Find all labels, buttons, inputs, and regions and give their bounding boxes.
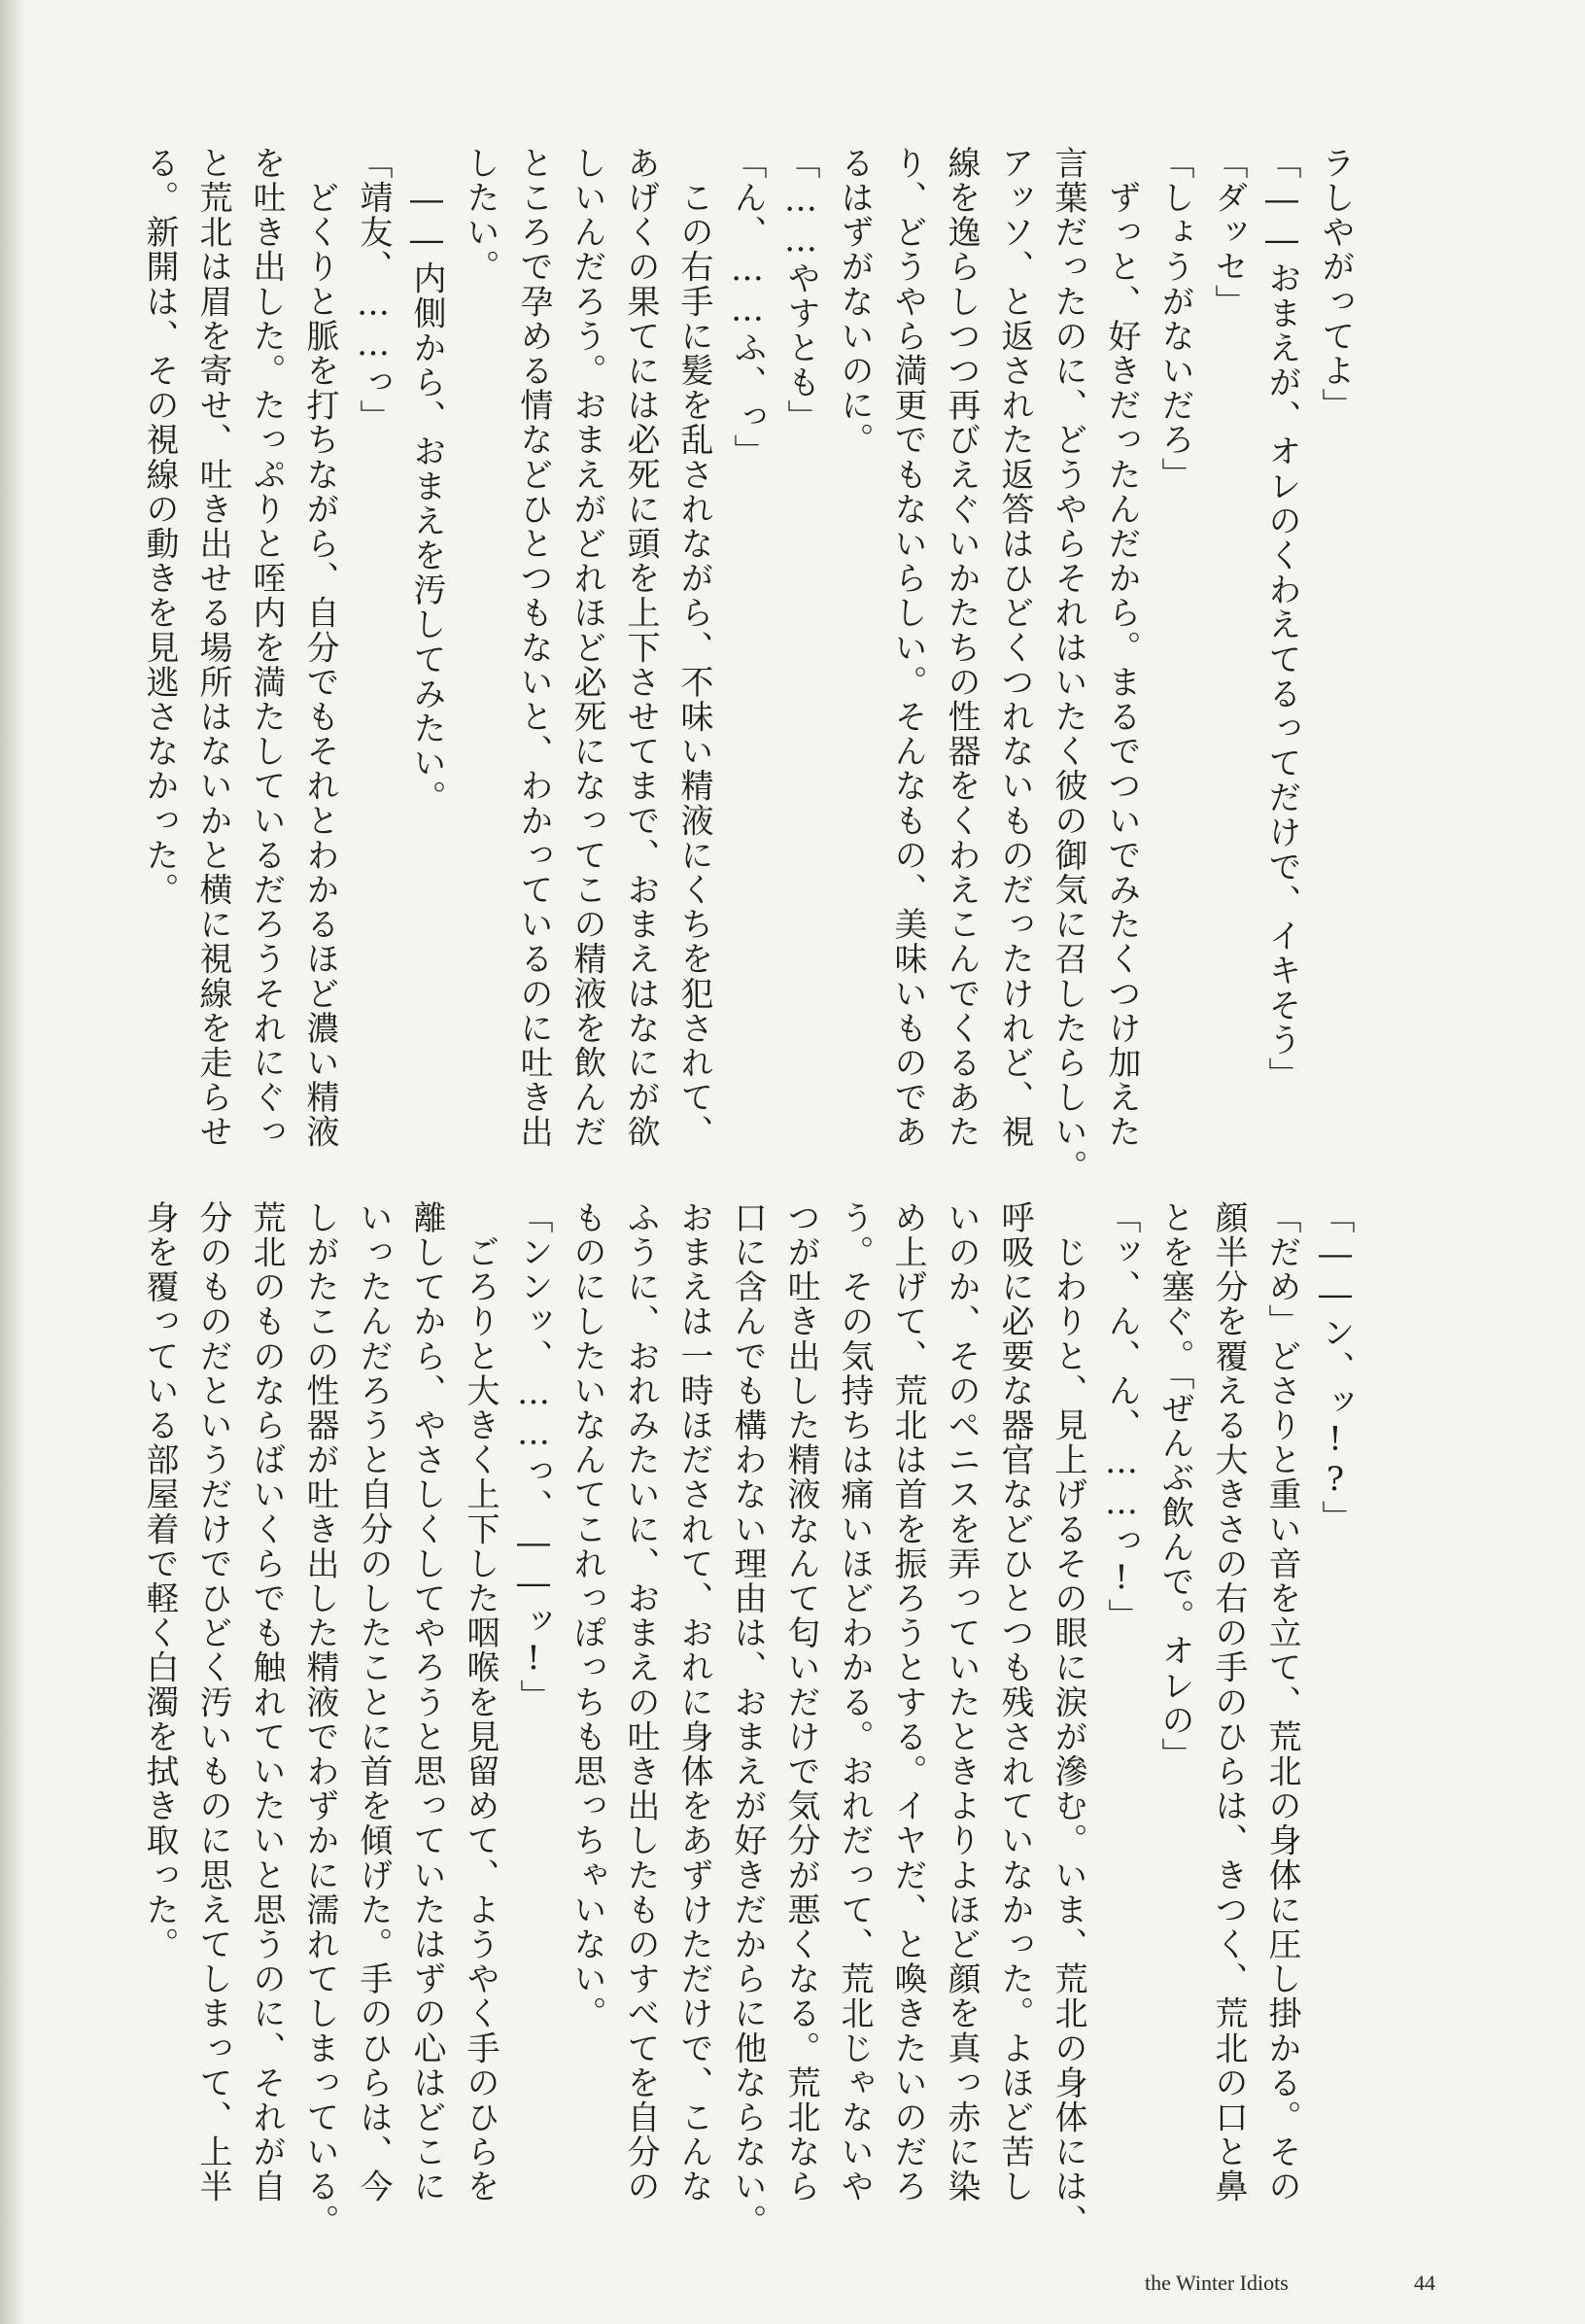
text-column: いったんだろうと自分のしたことに首を傾げた。手のひらは、今: [354, 1200, 393, 2204]
text-column: アッソ、と返された返答はひどくつれないものだったけれど、視: [995, 146, 1034, 1150]
text-column: を吐き出した。たっぷりと咥内を満たしているだろうそれにぐっ: [247, 146, 286, 1150]
text-column: どくりと脈を打ちながら、自分でもそれとわかるほど濃い精液: [300, 146, 339, 1150]
text-column: 言葉だったのに、どうやらそれはいたく彼の御気に召したらしい。: [1049, 146, 1087, 1184]
text-column: 「ンンッ、……っ、――ッ!」: [514, 1200, 553, 1715]
text-column: 「――ン、ッ!?」: [1316, 1200, 1355, 1536]
binding-edge-shadow: [0, 0, 27, 2324]
text-column: 分のものだというだけでひどく汚いものに思えてしまって、上半: [193, 1200, 232, 2204]
text-column: ずっと、好きだったんだから。まるでついでみたくつけ加えた: [1102, 146, 1141, 1150]
text-column: 荒北のものならばいくらでも触れていたいと思うのに、それが自: [247, 1200, 286, 2204]
text-column: ――内側から、おまえを汚してみたい。: [407, 146, 446, 815]
text-column: おまえは一時ほだされて、おれに身体をあずけただけで、こんな: [674, 1200, 713, 2204]
text-column: 呼吸に必要な器官などひとつも残されていなかった。よほど苦し: [995, 1200, 1034, 2204]
text-column: 「ダッセ」: [1209, 146, 1248, 319]
text-column: 「靖友、……っ」: [354, 146, 393, 434]
text-column: じわりと、見上げるその眼に涙が滲む。いま、荒北の身体には、: [1049, 1200, 1087, 2238]
text-column: しいんだろう。おまえがどれほど必死になってこの精液を飲んだ: [568, 146, 606, 1150]
text-column: ところで孕める情などひとつもないと、わかっているのに吐き出: [514, 146, 553, 1150]
text-column: ものにしたいなんてこれっぽっちも思っちゃいない。: [568, 1200, 606, 2031]
running-title: the Winter Idiots: [1145, 2271, 1289, 2295]
text-column: る。新開は、その視線の動きを見逃さなかった。: [140, 146, 179, 908]
text-column: 「ッ、ん、ん、……っ!」: [1102, 1200, 1141, 1634]
text-column: とを塞ぐ。「ぜんぶ飲んで。オレの」: [1155, 1200, 1194, 1773]
text-column: ふうに、おれみたいに、おまえの吐き出したものすべてを自分の: [621, 1200, 660, 2204]
text-column: したい。: [461, 146, 500, 285]
text-column: しがたこの性器が吐き出した精液でわずかに濡れてしまっている。: [300, 1200, 339, 2238]
text-column: 「……やすとも」: [781, 146, 820, 434]
text-column: 「ん、……ふ、っ」: [728, 146, 767, 469]
text-column: 「しょうがないだろ」: [1155, 146, 1194, 492]
text-column: いのか、そのペニスを弄っていたときよりよほど顔を真っ赤に染: [942, 1200, 981, 2204]
text-column: 顔半分を覆える大きさの右の手のひらは、きつく、荒北の口と鼻: [1209, 1200, 1248, 2204]
text-column: つが吐き出した精液なんて匂いだけで気分が悪くなる。荒北なら: [781, 1200, 820, 2204]
page-number: 44: [1414, 2271, 1435, 2295]
text-column: 「だめ」どさりと重い音を立て、荒北の身体に圧し掛かる。その: [1262, 1200, 1301, 2204]
text-column: ラしやがってよ」: [1316, 146, 1355, 423]
text-column: と荒北は眉を寄せ、吐き出せる場所はないかと横に視線を走らせ: [193, 146, 232, 1150]
upper-text-block: [140, 146, 1361, 1184]
text-column: め上げて、荒北は首を振ろうとする。イヤだ、と喚きたいのだろ: [888, 1200, 927, 2204]
text-column: 身を覆っている部屋着で軽く白濁を拭き取った。: [140, 1200, 179, 1962]
text-column: この右手に髪を乱されながら、不味い精液にくちを犯されて、: [674, 146, 713, 1150]
text-column: るはずがないのに。: [835, 146, 874, 458]
text-column: 離してから、やさしくしてやろうと思っていたはずの心はどこに: [407, 1200, 446, 2204]
text-column: う。その気持ちは痛いほどわかる。おれだって、荒北じゃないや: [835, 1200, 874, 2204]
lower-text-block: [140, 1200, 1361, 2238]
text-column: 線を逸らしつつ再びえぐいかたちの性器をくわえこんでくるあた: [942, 146, 981, 1150]
text-column: 「――おまえが、オレのくわえてるってだけで、イキそう」: [1262, 146, 1301, 1093]
text-column: り、どうやら満更でもないらしい。そんなもの、美味いものであ: [888, 146, 927, 1150]
text-column: あげくの果てには必死に頭を上下させてまで、おまえはなにが欲: [621, 146, 660, 1150]
text-column: ごろりと大きく上下した咽喉を見留めて、ようやく手のひらを: [461, 1200, 500, 2204]
text-column: 口に含んでも構わない理由は、おまえが好きだからに他ならない。: [728, 1200, 767, 2238]
